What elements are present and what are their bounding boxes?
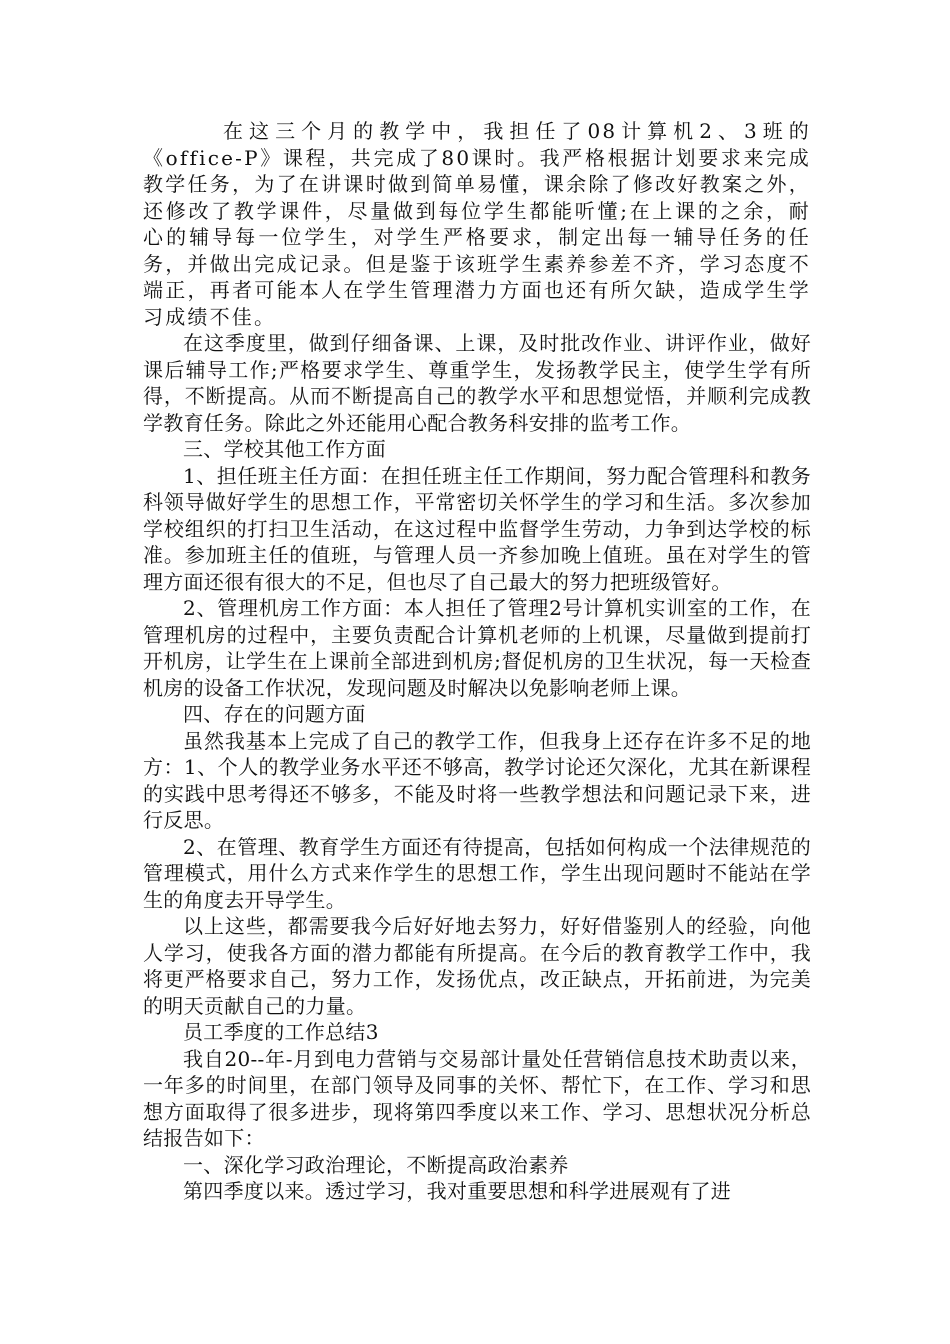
section-heading-other-work: 三、学校其他工作方面	[183, 437, 386, 461]
paragraph-quarter-work: 在这季度里，做到仔细备课、上课，及时批改作业、讲评作业，做好课后辅导工作;严格要求学生、尊重学生，发扬教学民主，使学生学有所得，不断提高。从而不断提高自己的教学水平和思想觉悟，并顺利完成教学教育任务。除此之外还能用心配合教务科安排的监考工作。	[143, 331, 811, 435]
section-heading-summary-3: 员工季度的工作总结3	[183, 1020, 379, 1044]
paragraph-employee-intro: 我自20--年-月到电力营销与交易部计量处任营销信息技术助责以来，一年多的时间里，在部门领导及同事的关怀、帮忙下，在工作、学习和思想方面取得了很多进步，现将第四季度以来工作、学习、思想状况分析总结报告如下：	[143, 1046, 811, 1150]
paragraph-teaching-summary: 在这三个月的教学中，我担任了08计算机2、3班的《office-P》课程，共完成了80课时。我严格根据计划要求来完成教学任务，为了在讲课时做到简单易懂，课余除了修改好教案之外，还修改了教学课件，尽量做到每位学生都能听懂;在上课的之余，耐心的辅导每一位学生，对学生严格要求，制定出每一辅导任务的任务，并做出完成记录。但是鉴于该班学生素养参差不齐，学习态度不端正，再者可能本人在学生管理潜力方面也还有所欠缺，造成学生学习成绩不佳。	[143, 119, 811, 329]
document-body	[143, 118, 811, 1205]
paragraph-fourth-quarter: 第四季度以来。透过学习，我对重要思想和科学进展观有了进	[183, 1179, 732, 1203]
section-heading-political-study: 一、深化学习政治理论，不断提高政治素养	[183, 1152, 569, 1177]
paragraph-class-teacher: 1、担任班主任方面：在担任班主任工作期间，努力配合管理科和教务科领导做好学生的思想工作，平常密切关怀学生的学习和生活。多次参加学校组织的打扫卫生活动，在这过程中监督学生劳动，力争到达学校的标准。参加班主任的值班，与管理人员一齐参加晚上值班。虽在对学生的管理方面还很有很大的不足，但也尽了自己最大的努力把班级管好。	[143, 463, 811, 594]
paragraph-future-plan: 以上这些，都需要我今后好好地去努力，好好借鉴别人的经验，向他人学习，使我各方面的潜力都能有所提高。在今后的教育教学工作中，我将更严格要求自己，努力工作，发扬优点，改正缺点，开拓前进，为完美的明天贡献自己的力量。	[143, 914, 811, 1018]
paragraph-computer-room: 2、管理机房工作方面：本人担任了管理2号计算机实训室的工作，在管理机房的过程中，主要负责配合计算机老师的上机课，尽量做到提前打开机房，让学生在上课前全部进到机房;督促机房的卫生状况，每一天检查机房的设备工作状况，发现问题及时解决以免影响老师上课。	[143, 596, 811, 700]
paragraph-problems-2: 2、在管理、教育学生方面还有待提高，包括如何构成一个法律规范的管理模式，用什么方式来作学生的思想工作，学生出现问题时不能站在学生的角度去开导学生。	[143, 834, 811, 912]
paragraph-problems-1: 虽然我基本上完成了自己的教学工作，但我身上还存在许多不足的地方：1、个人的教学业务水平还不够高，教学讨论还欠深化，尤其在新课程的实践中思考得还不够多，不能及时将一些教学想法和问题记录下来，进行反思。	[143, 728, 811, 832]
section-heading-problems: 四、存在的问题方面	[183, 702, 366, 726]
